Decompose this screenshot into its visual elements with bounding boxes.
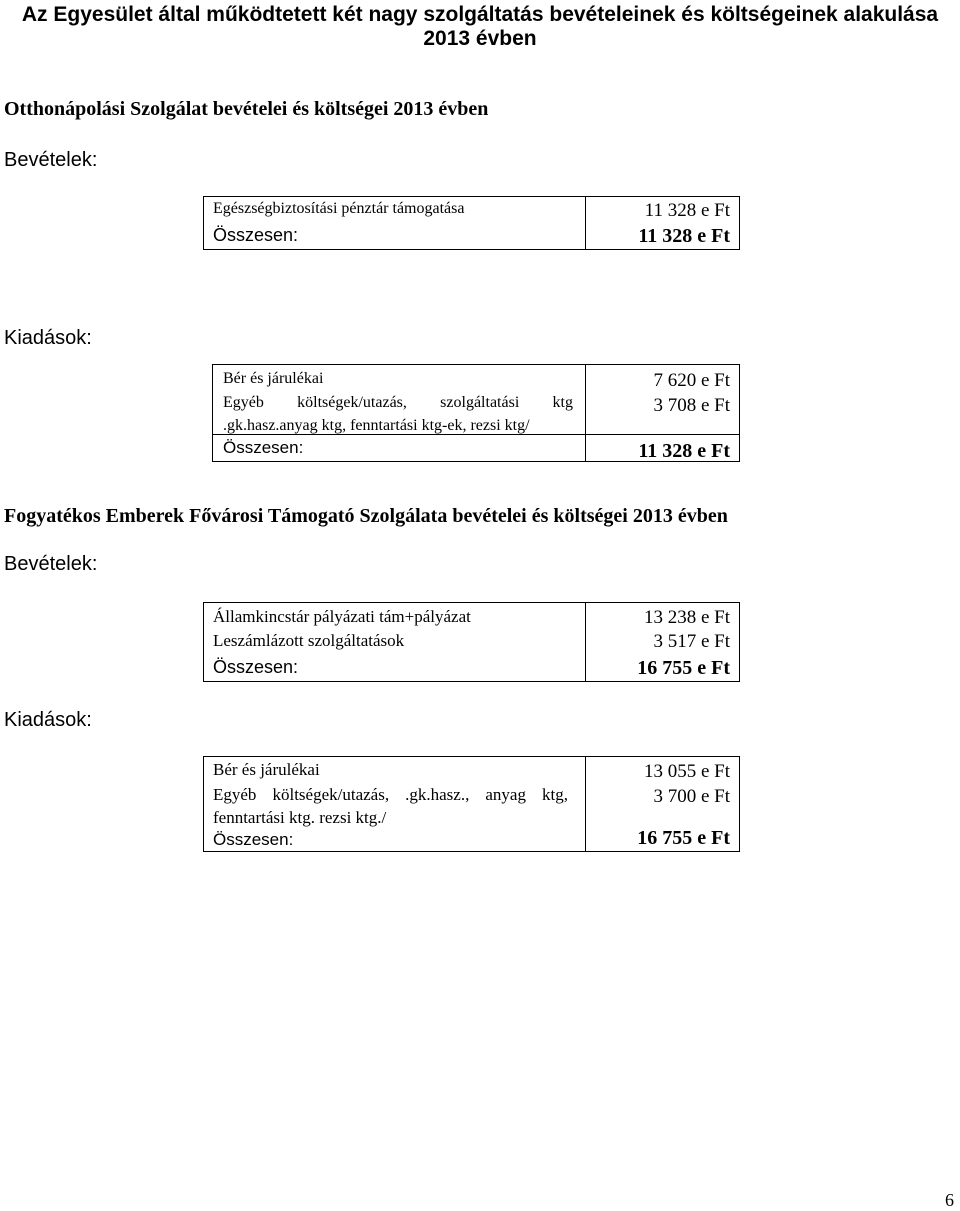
section2-expense-label: Kiadások: [4, 709, 92, 731]
table-cell-label: fenntartási ktg. rezsi ktg./ [213, 808, 387, 827]
table-cell-label: Egyéb költségek/utazás, .gk.hasz., anyag ktg, [213, 785, 568, 804]
document-title-line2: 2013 évben [423, 27, 537, 50]
table-cell-label: Bér és járulékai [223, 370, 324, 387]
table-cell-value: 3 700 e Ft [653, 786, 730, 807]
section1-heading: Otthonápolási Szolgálat bevételei és költségei 2013 évben [4, 98, 489, 120]
table-total-value: 16 755 e Ft [637, 827, 730, 849]
section2-revenue-label: Bevételek: [4, 553, 98, 575]
section1-expense-table [212, 364, 740, 462]
table-cell-value: 7 620 e Ft [653, 370, 730, 391]
table-cell-label: Bér és járulékai [213, 760, 320, 779]
table-total-label: Összesen: [213, 225, 299, 245]
section1-revenue-label: Bevételek: [4, 149, 98, 171]
table-total-label: Összesen: [223, 438, 304, 457]
table-cell-value: 3 708 e Ft [653, 395, 730, 416]
table-cell-label: Egészségbiztosítási pénztár támogatása [213, 200, 465, 217]
table-cell-label: Leszámlázott szolgáltatások [213, 631, 405, 650]
table-total-value: 16 755 e Ft [637, 657, 730, 679]
section1-revenue-table [203, 196, 740, 250]
table-total-label: Összesen: [213, 657, 299, 677]
section2-revenue-table [203, 602, 740, 682]
table-total-value: 11 328 e Ft [638, 225, 730, 247]
page-number: 6 [945, 1190, 954, 1210]
section2-heading: Fogyatékos Emberek Fővárosi Támogató Szolgálata bevételei és költségei 2013 évben [4, 505, 728, 527]
table-cell-value: 3 517 e Ft [653, 631, 730, 652]
table-cell-label: Államkincstár pályázati tám+pályázat [213, 607, 471, 626]
table-total-value: 11 328 e Ft [638, 440, 730, 462]
table-cell-value: 11 328 e Ft [644, 200, 730, 221]
table-cell-label: .gk.hasz.anyag ktg, fenntartási ktg-ek, rezsi ktg/ [223, 417, 530, 434]
table-total-label: Összesen: [213, 830, 294, 849]
section2-expense-table [203, 756, 740, 852]
table-cell-label: Egyéb költségek/utazás, szolgáltatási ktg [223, 394, 573, 411]
document-title-line1: Az Egyesület által működtetett két nagy szolgáltatás bevételeinek és költségeinek alakulása [21, 3, 939, 26]
section1-expense-label: Kiadások: [4, 327, 92, 349]
table-cell-value: 13 238 e Ft [643, 607, 730, 628]
table-cell-value: 13 055 e Ft [643, 761, 730, 782]
